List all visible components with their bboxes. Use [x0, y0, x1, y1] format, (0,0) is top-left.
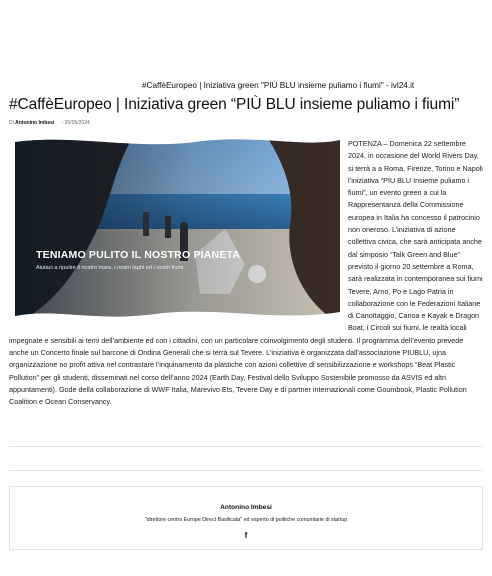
author-box-name[interactable]: Antonino Imbesi — [220, 504, 272, 511]
article-text: POTENZA – Domenica 22 settembre 2024, in occasione del World Rivers Day, si terrà a a Roma, Firenze, Torino e Napoli l’iniziativa “PIU BLU Insieme puliamo i fiumi”, un evento green a cui la Rappresentanza della Commissione europea in Italia ha concesso il patrocinio non oneroso. L’iniziativa di azione collettiva civica, che sarà anticipata anche dal simposio “Talk Green and Blue” previsto il giorno 20 settembre a Roma, sarà realizzata in contemporanea sui fiumi Tevere, Arno, Po e Lago Patria in collaborazione con le Federazioni Italiane di Canottaggio, Canoa e Kayak e Dragon Boat, i Circoli sui fiumi, le realtà locali impegnate e sensibili ai temi dell’ambiente ed con i cittadini, con un particolare coinvolgimento degli studenti. Il programma dell’evento prevede anche un Concerto finale sul barcone di Ondina Generali che si terrà sul Tevere. L’iniziativa è organizzata dall’associazione PIUBLU, ujna organizzazione no profit attiva nel contrastare l’inquinamento da plastiche con azioni collettive di sensibilizzazione e workshops “Beat Plastic Pollution” per gli studenti, disseminati nel corso dell’anno 2024 (Earth Day, Festival dello Sviluppo Sostenibile promosso da ASVIS ed altri appuntamenti). Gode della collaborazione di WWF Italia, Marevivo Ets, Tevere Day e di partner internazionali come Goumbook, Plastic Pollution Coalition e Ocean Conservancy. — [9, 139, 483, 407]
author-link[interactable]: Antonino Imbesi — [15, 120, 55, 126]
publish-date: - 20/05/2024 — [61, 120, 90, 126]
byline-prefix: Di — [9, 120, 14, 126]
article-body — [9, 138, 483, 409]
facebook-icon[interactable]: f — [244, 531, 248, 540]
author-box — [9, 486, 483, 550]
hero-subtitle: Aiutaci a ripulire il nostro mare, i nostri laghi ed i nostri fiumi. — [36, 265, 185, 271]
section-divider — [9, 446, 483, 447]
section-divider — [9, 470, 483, 471]
image-float-spacer — [9, 138, 348, 334]
author-bio: "direttore centro Europe Direct Basilicata" ed esperto di politiche comunitarie di startup — [144, 517, 348, 523]
browser-tab-title: #CaffèEuropeo | Iniziativa green "PIÙ BLU insieme puliamo i fiumi" - ivl24.it — [142, 81, 415, 90]
byline — [9, 120, 90, 126]
hero-headline: TENIAMO PULITO IL NOSTRO PIANETA — [36, 249, 241, 261]
article-title: #CaffèEuropeo | Iniziativa green “PIÙ BLU insieme puliamo i fiumi” — [9, 96, 460, 113]
